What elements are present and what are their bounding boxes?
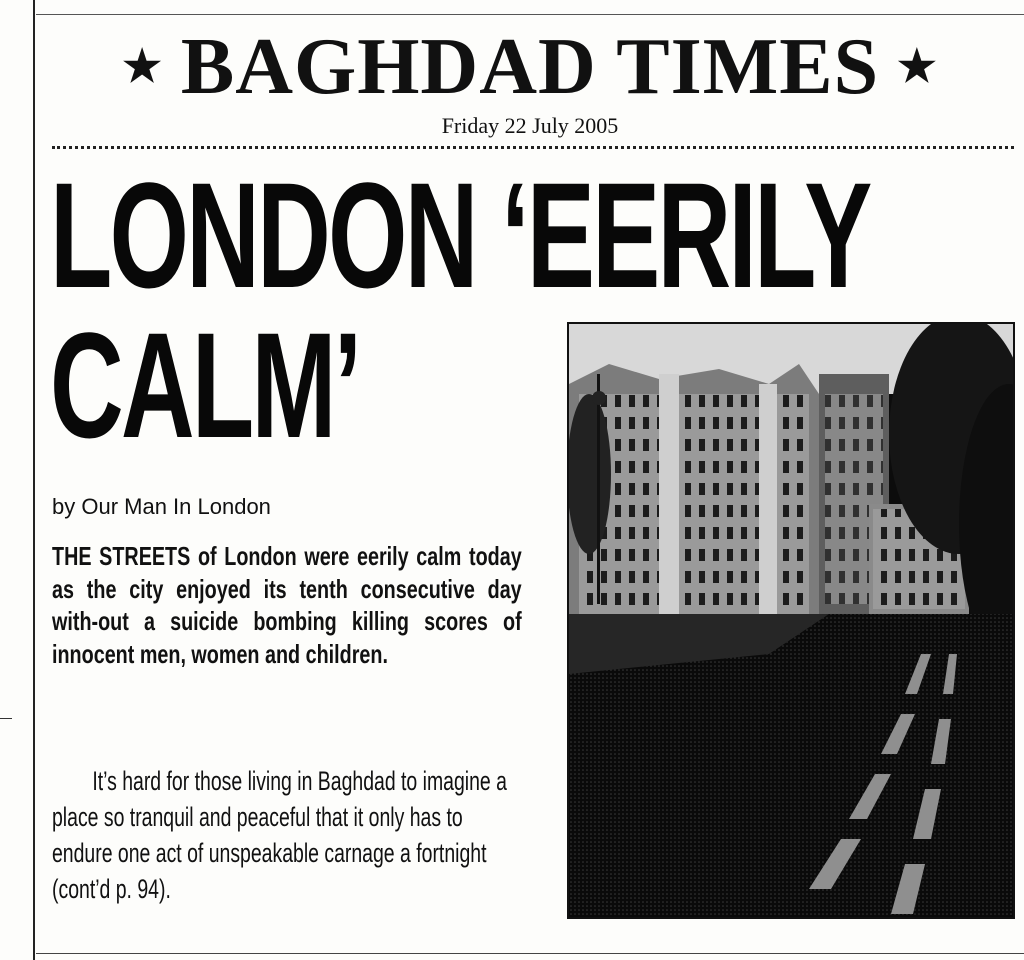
masthead — [36, 22, 1024, 112]
newspaper-title: BAGHDAD TIMES — [180, 23, 880, 111]
lead-text: of London were eerily calm today as the city enjoyed its tenth consecutive day with-out a suicide bombing killing scores of innocent men, women and children. — [52, 541, 522, 669]
lead-caps: THE STREETS — [52, 541, 191, 571]
issue-date: Friday 22 July 2005 — [441, 113, 619, 138]
star-icon: ★ — [897, 42, 938, 91]
page-border-top — [36, 14, 1024, 15]
star-icon: ★ — [122, 42, 163, 91]
adjacent-column-tick — [0, 718, 12, 719]
page-border-bottom — [36, 953, 1024, 954]
headline-line-2: CALM’ — [50, 301, 360, 469]
page-border-left — [33, 0, 35, 960]
masthead-title-row — [122, 22, 937, 112]
headline-line-1: LONDON ‘EERILY — [50, 151, 870, 319]
street-scene-photo — [567, 322, 1015, 919]
dotted-divider — [52, 146, 1014, 149]
byline: by Our Man In London — [52, 494, 271, 519]
body-paragraph: It’s hard for those living in Baghdad to imagine a place so tranquil and peaceful that it only has to endure one act of unspeakable carnage a fortnight (cont’d p. 94). — [52, 766, 507, 904]
lead-paragraph — [52, 540, 522, 670]
street-photo-illustration — [569, 324, 1013, 917]
